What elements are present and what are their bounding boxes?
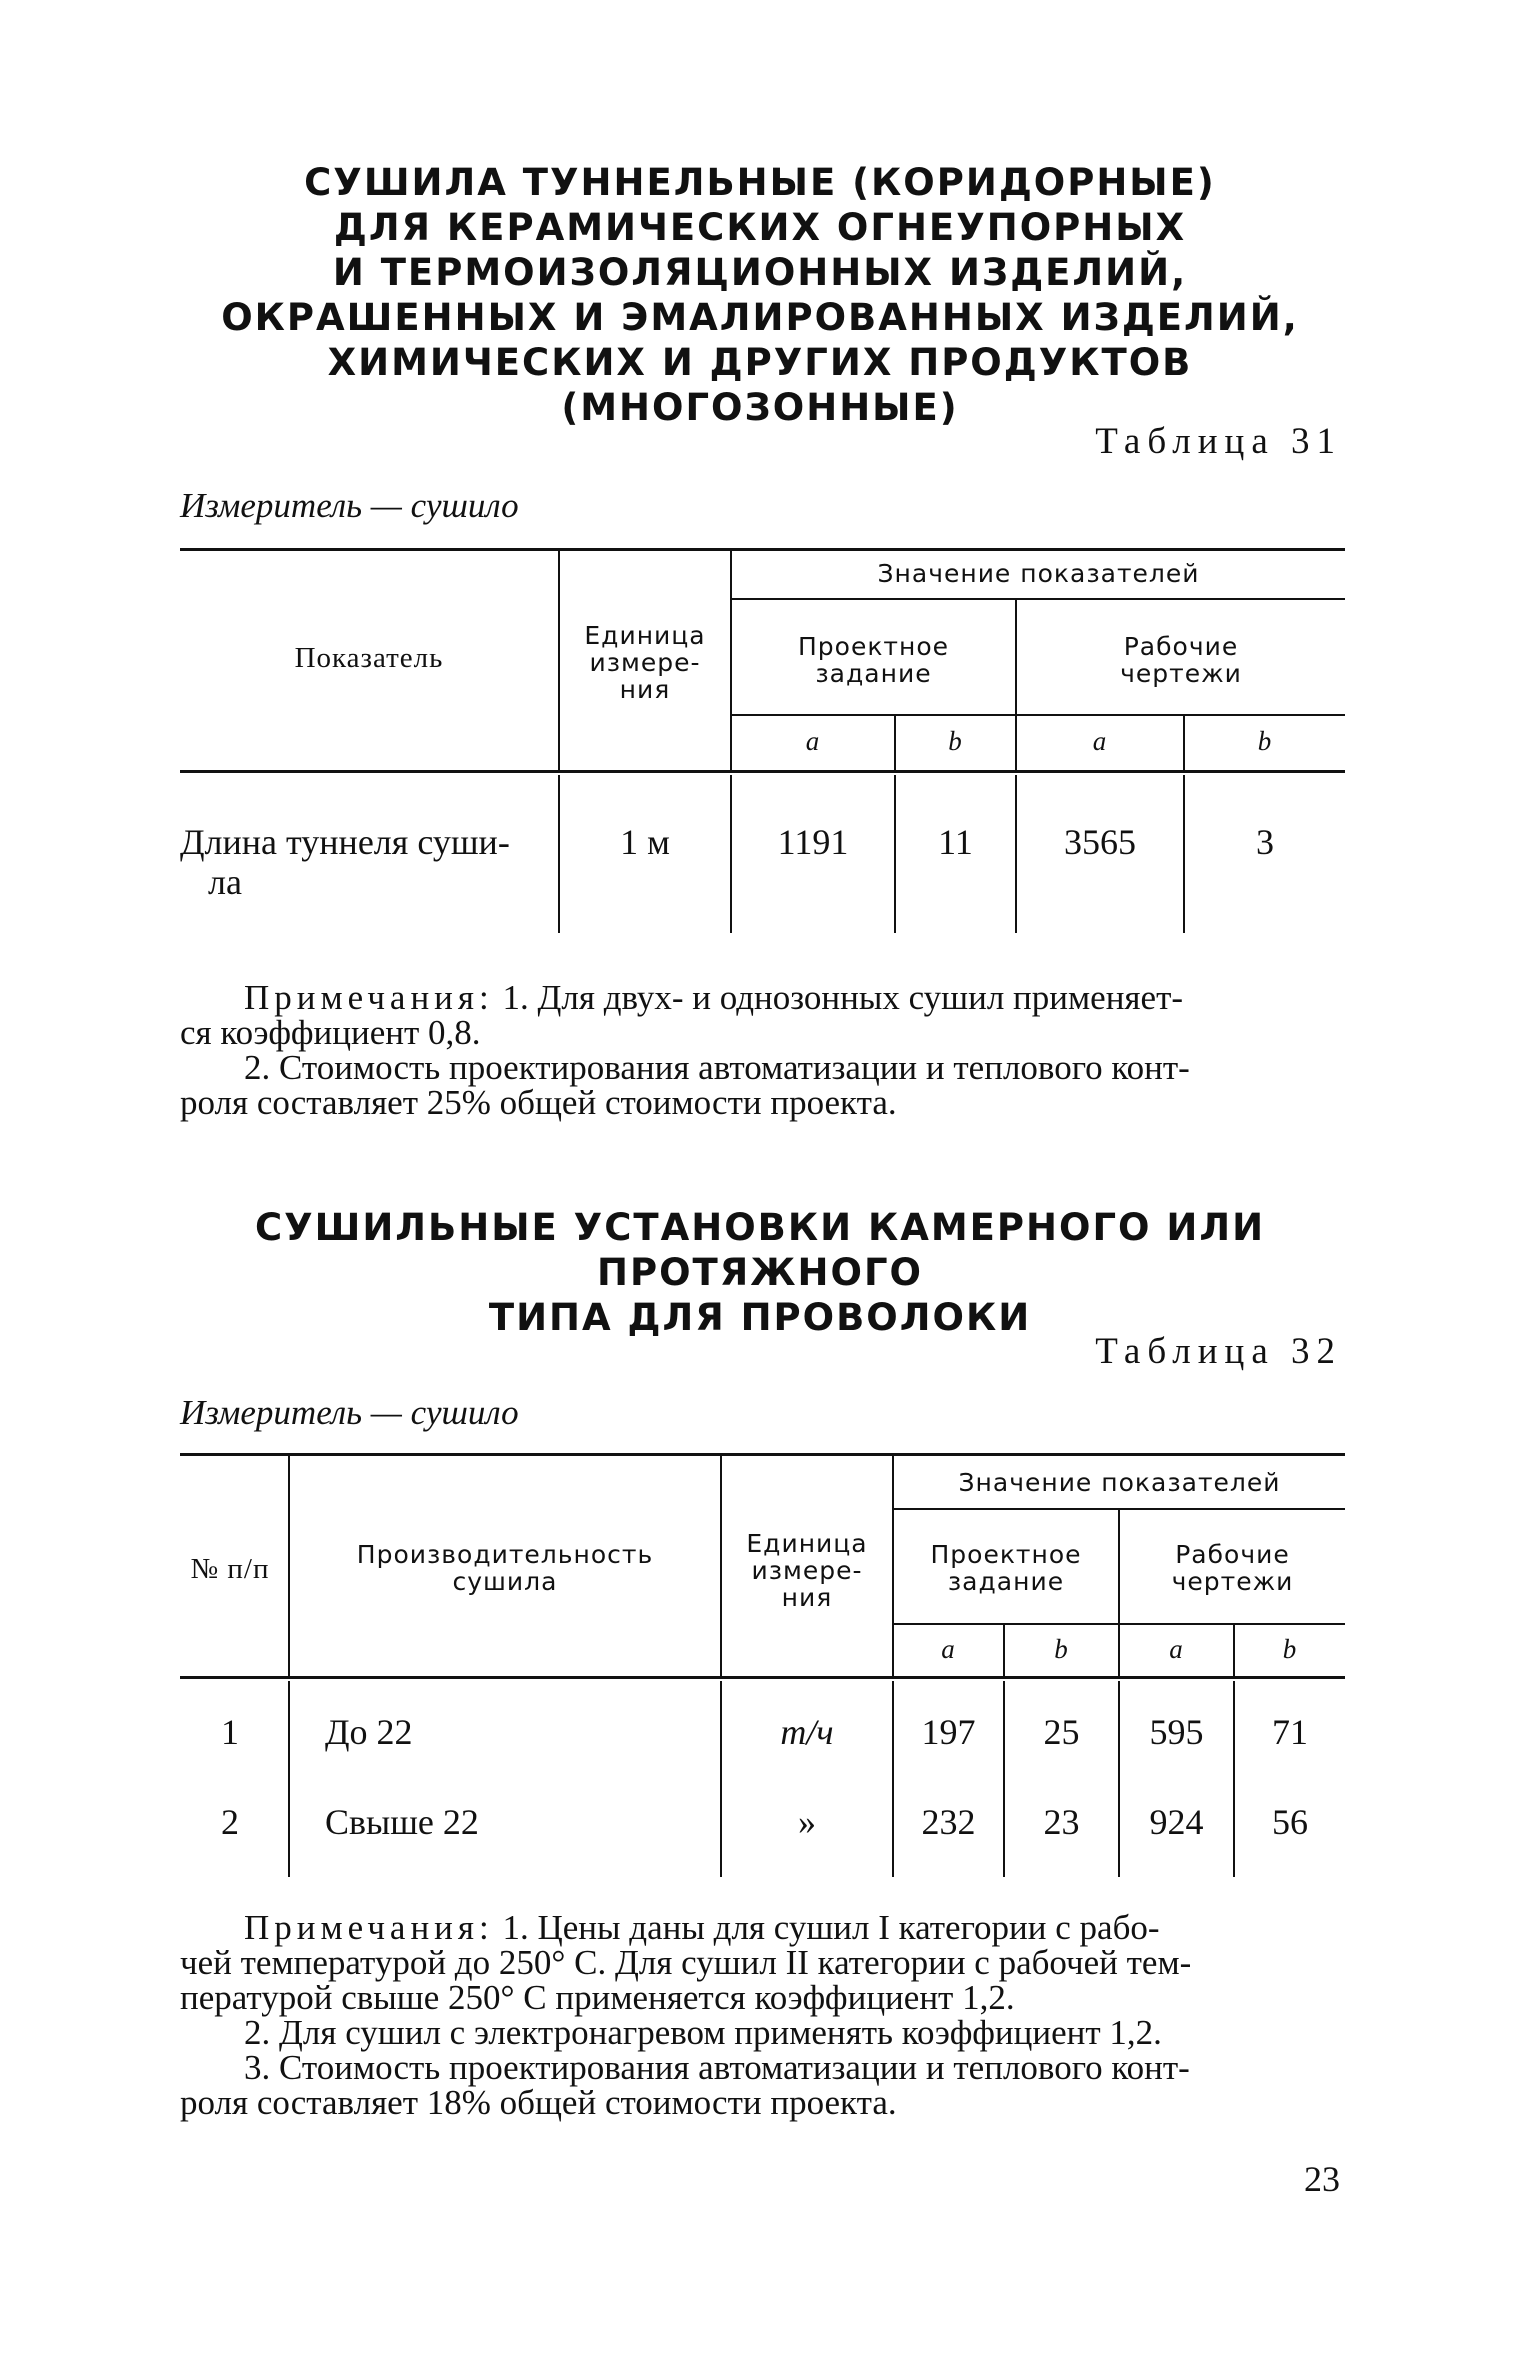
table31-subheader-rule bbox=[730, 714, 1345, 716]
section2-title-line: ТИПА ДЛЯ ПРОВОЛОКИ bbox=[488, 1296, 1032, 1339]
table-row-num: 1 bbox=[221, 1712, 239, 1752]
table-row-unit: т/ч bbox=[780, 1712, 834, 1752]
note-text: 2. Для сушил с электронагревом применять коэффициент 1,2. bbox=[244, 2013, 1162, 2052]
table31-header-project bbox=[732, 633, 1015, 687]
table32-header-a: a bbox=[941, 1634, 956, 1664]
table-row-capacity: Свыше 22 bbox=[325, 1802, 479, 1842]
section2-title-line: СУШИЛЬНЫЕ УСТАНОВКИ КАМЕРНОГО ИЛИ ПРОТЯЖНОГО bbox=[254, 1206, 1266, 1294]
header-line: задание bbox=[947, 1567, 1065, 1596]
header-line: Проектное bbox=[797, 632, 950, 661]
section1-title-line: ДЛЯ КЕРАМИЧЕСКИХ ОГНЕУПОРНЫХ bbox=[333, 206, 1187, 249]
page-number: 23 bbox=[1304, 2159, 1340, 2199]
table32-header-b: b bbox=[1282, 1634, 1298, 1664]
note-text: чей температурой до 250° С. Для сушил II категории с рабочей тем- bbox=[180, 1943, 1192, 1982]
notes-label: Примечания: bbox=[244, 978, 494, 1017]
table31-row-proj-a: 1191 bbox=[777, 822, 849, 862]
table31-top-rule bbox=[180, 548, 1345, 551]
header-line: Единица bbox=[584, 621, 706, 650]
table-row-work-a: 595 bbox=[1149, 1712, 1204, 1752]
header-line: задание bbox=[815, 659, 932, 688]
table32-top-rule bbox=[180, 1453, 1345, 1456]
note-text: пературой свыше 250° С применяется коэффициент 1,2. bbox=[180, 1978, 1015, 2017]
table32-vline bbox=[1118, 1681, 1120, 1877]
header-line: Рабочие bbox=[1175, 1540, 1290, 1569]
section2-title bbox=[170, 1205, 1350, 1340]
table-row-proj-a: 232 bbox=[921, 1802, 976, 1842]
header-line: Рабочие bbox=[1123, 632, 1239, 661]
table31-header-a: a bbox=[805, 726, 821, 756]
table-row-capacity: До 22 bbox=[325, 1712, 413, 1752]
table32-header-b: b bbox=[1054, 1634, 1069, 1664]
note-text: 1. Для двух- и однозонных сушил применяет- bbox=[502, 978, 1184, 1017]
table31-row-name bbox=[180, 822, 552, 902]
table32-vline bbox=[288, 1681, 290, 1877]
table31-header-unit bbox=[560, 622, 730, 703]
notes-label: Примечания: bbox=[244, 1908, 494, 1947]
section1-title-line: СУШИЛА ТУННЕЛЬНЫЕ (КОРИДОРНЫЕ) bbox=[304, 161, 1216, 204]
table-row-proj-b: 23 bbox=[1043, 1802, 1080, 1842]
table31-measure: Измеритель — сушило bbox=[180, 486, 519, 525]
table31-header-bottom-rule bbox=[180, 770, 1345, 773]
table31-row-work-a: 3565 bbox=[1064, 822, 1136, 862]
section1-title-line: ОКРАШЕННЫХ И ЭМАЛИРОВАННЫХ ИЗДЕЛИЙ, bbox=[221, 296, 1299, 339]
header-line: ния bbox=[619, 675, 671, 704]
table31-number: Таблица 31 bbox=[1095, 421, 1342, 462]
table32-header-project bbox=[894, 1541, 1118, 1595]
header-line: чертежи bbox=[1120, 659, 1242, 688]
note-text: роля составляет 25% общей стоимости проекта. bbox=[180, 1083, 897, 1122]
table32-header-bottom-rule bbox=[180, 1676, 1345, 1679]
header-line: Производительность bbox=[356, 1540, 654, 1569]
table32-header-capacity bbox=[290, 1541, 720, 1595]
table31-header-b: b bbox=[948, 726, 963, 756]
table32-header-num: № п/п bbox=[190, 1553, 270, 1585]
section1-title-line: И ТЕРМОИЗОЛЯЦИОННЫХ ИЗДЕЛИЙ, bbox=[332, 251, 1188, 294]
header-line: сушила bbox=[452, 1567, 558, 1596]
table32-notes bbox=[180, 1910, 1340, 2120]
section1-title-line: ХИМИЧЕСКИХ И ДРУГИХ ПРОДУКТОВ (МНОГОЗОННЫЕ) bbox=[327, 341, 1193, 429]
table31-header-indicator: Показатель bbox=[294, 642, 444, 674]
note-text: роля составляет 18% общей стоимости проекта. bbox=[180, 2083, 897, 2122]
note-text: ся коэффициент 0,8. bbox=[180, 1013, 481, 1052]
header-line: чертежи bbox=[1171, 1567, 1294, 1596]
note-text: 2. Стоимость проектирования автоматизации и теплового конт- bbox=[244, 1048, 1190, 1087]
table-row-proj-a: 197 bbox=[921, 1712, 976, 1752]
table-row-num: 2 bbox=[221, 1802, 239, 1842]
row-name-line: ла bbox=[208, 862, 242, 902]
header-line: измере- bbox=[589, 648, 701, 677]
table-row-work-b: 71 bbox=[1272, 1712, 1308, 1752]
header-line: измере- bbox=[751, 1556, 863, 1585]
table32-vline bbox=[892, 1681, 894, 1877]
table31-values-rule bbox=[730, 598, 1345, 600]
table32-header-values: Значение показателей bbox=[958, 1468, 1281, 1497]
table31-header-b: b bbox=[1257, 726, 1273, 756]
table32-vline bbox=[1233, 1681, 1235, 1877]
table-row-work-a: 924 bbox=[1149, 1802, 1204, 1842]
row-name-line: Длина туннеля суши- bbox=[180, 822, 510, 862]
table31-notes bbox=[180, 980, 1340, 1120]
header-line: ния bbox=[781, 1583, 833, 1612]
table-row-work-b: 56 bbox=[1272, 1802, 1308, 1842]
table32-header-unit bbox=[722, 1530, 892, 1611]
table31-row-proj-b: 11 bbox=[938, 822, 973, 862]
table31-header-working bbox=[1017, 633, 1345, 687]
table-row-unit: » bbox=[798, 1802, 816, 1842]
table32-measure: Измеритель — сушило bbox=[180, 1393, 519, 1432]
note-text: 1. Цены даны для сушил I категории с рабо- bbox=[502, 1908, 1160, 1947]
table32-header-a: a bbox=[1169, 1634, 1184, 1664]
table31-header-values: Значение показателей bbox=[877, 559, 1200, 588]
table31-row-work-b: 3 bbox=[1256, 822, 1274, 862]
header-line: Единица bbox=[746, 1529, 868, 1558]
section1-title bbox=[170, 160, 1350, 430]
header-line: Проектное bbox=[930, 1540, 1082, 1569]
table31-row-unit: 1 м bbox=[620, 822, 670, 862]
table32-vline bbox=[1003, 1681, 1005, 1877]
table32-vline bbox=[720, 1681, 722, 1877]
table-row-proj-b: 25 bbox=[1043, 1712, 1080, 1752]
note-text: 3. Стоимость проектирования автоматизации и теплового конт- bbox=[244, 2048, 1190, 2087]
table32-header-working bbox=[1120, 1541, 1345, 1595]
table31-header-a: a bbox=[1092, 726, 1108, 756]
table32-number: Таблица 32 bbox=[1095, 1331, 1342, 1372]
